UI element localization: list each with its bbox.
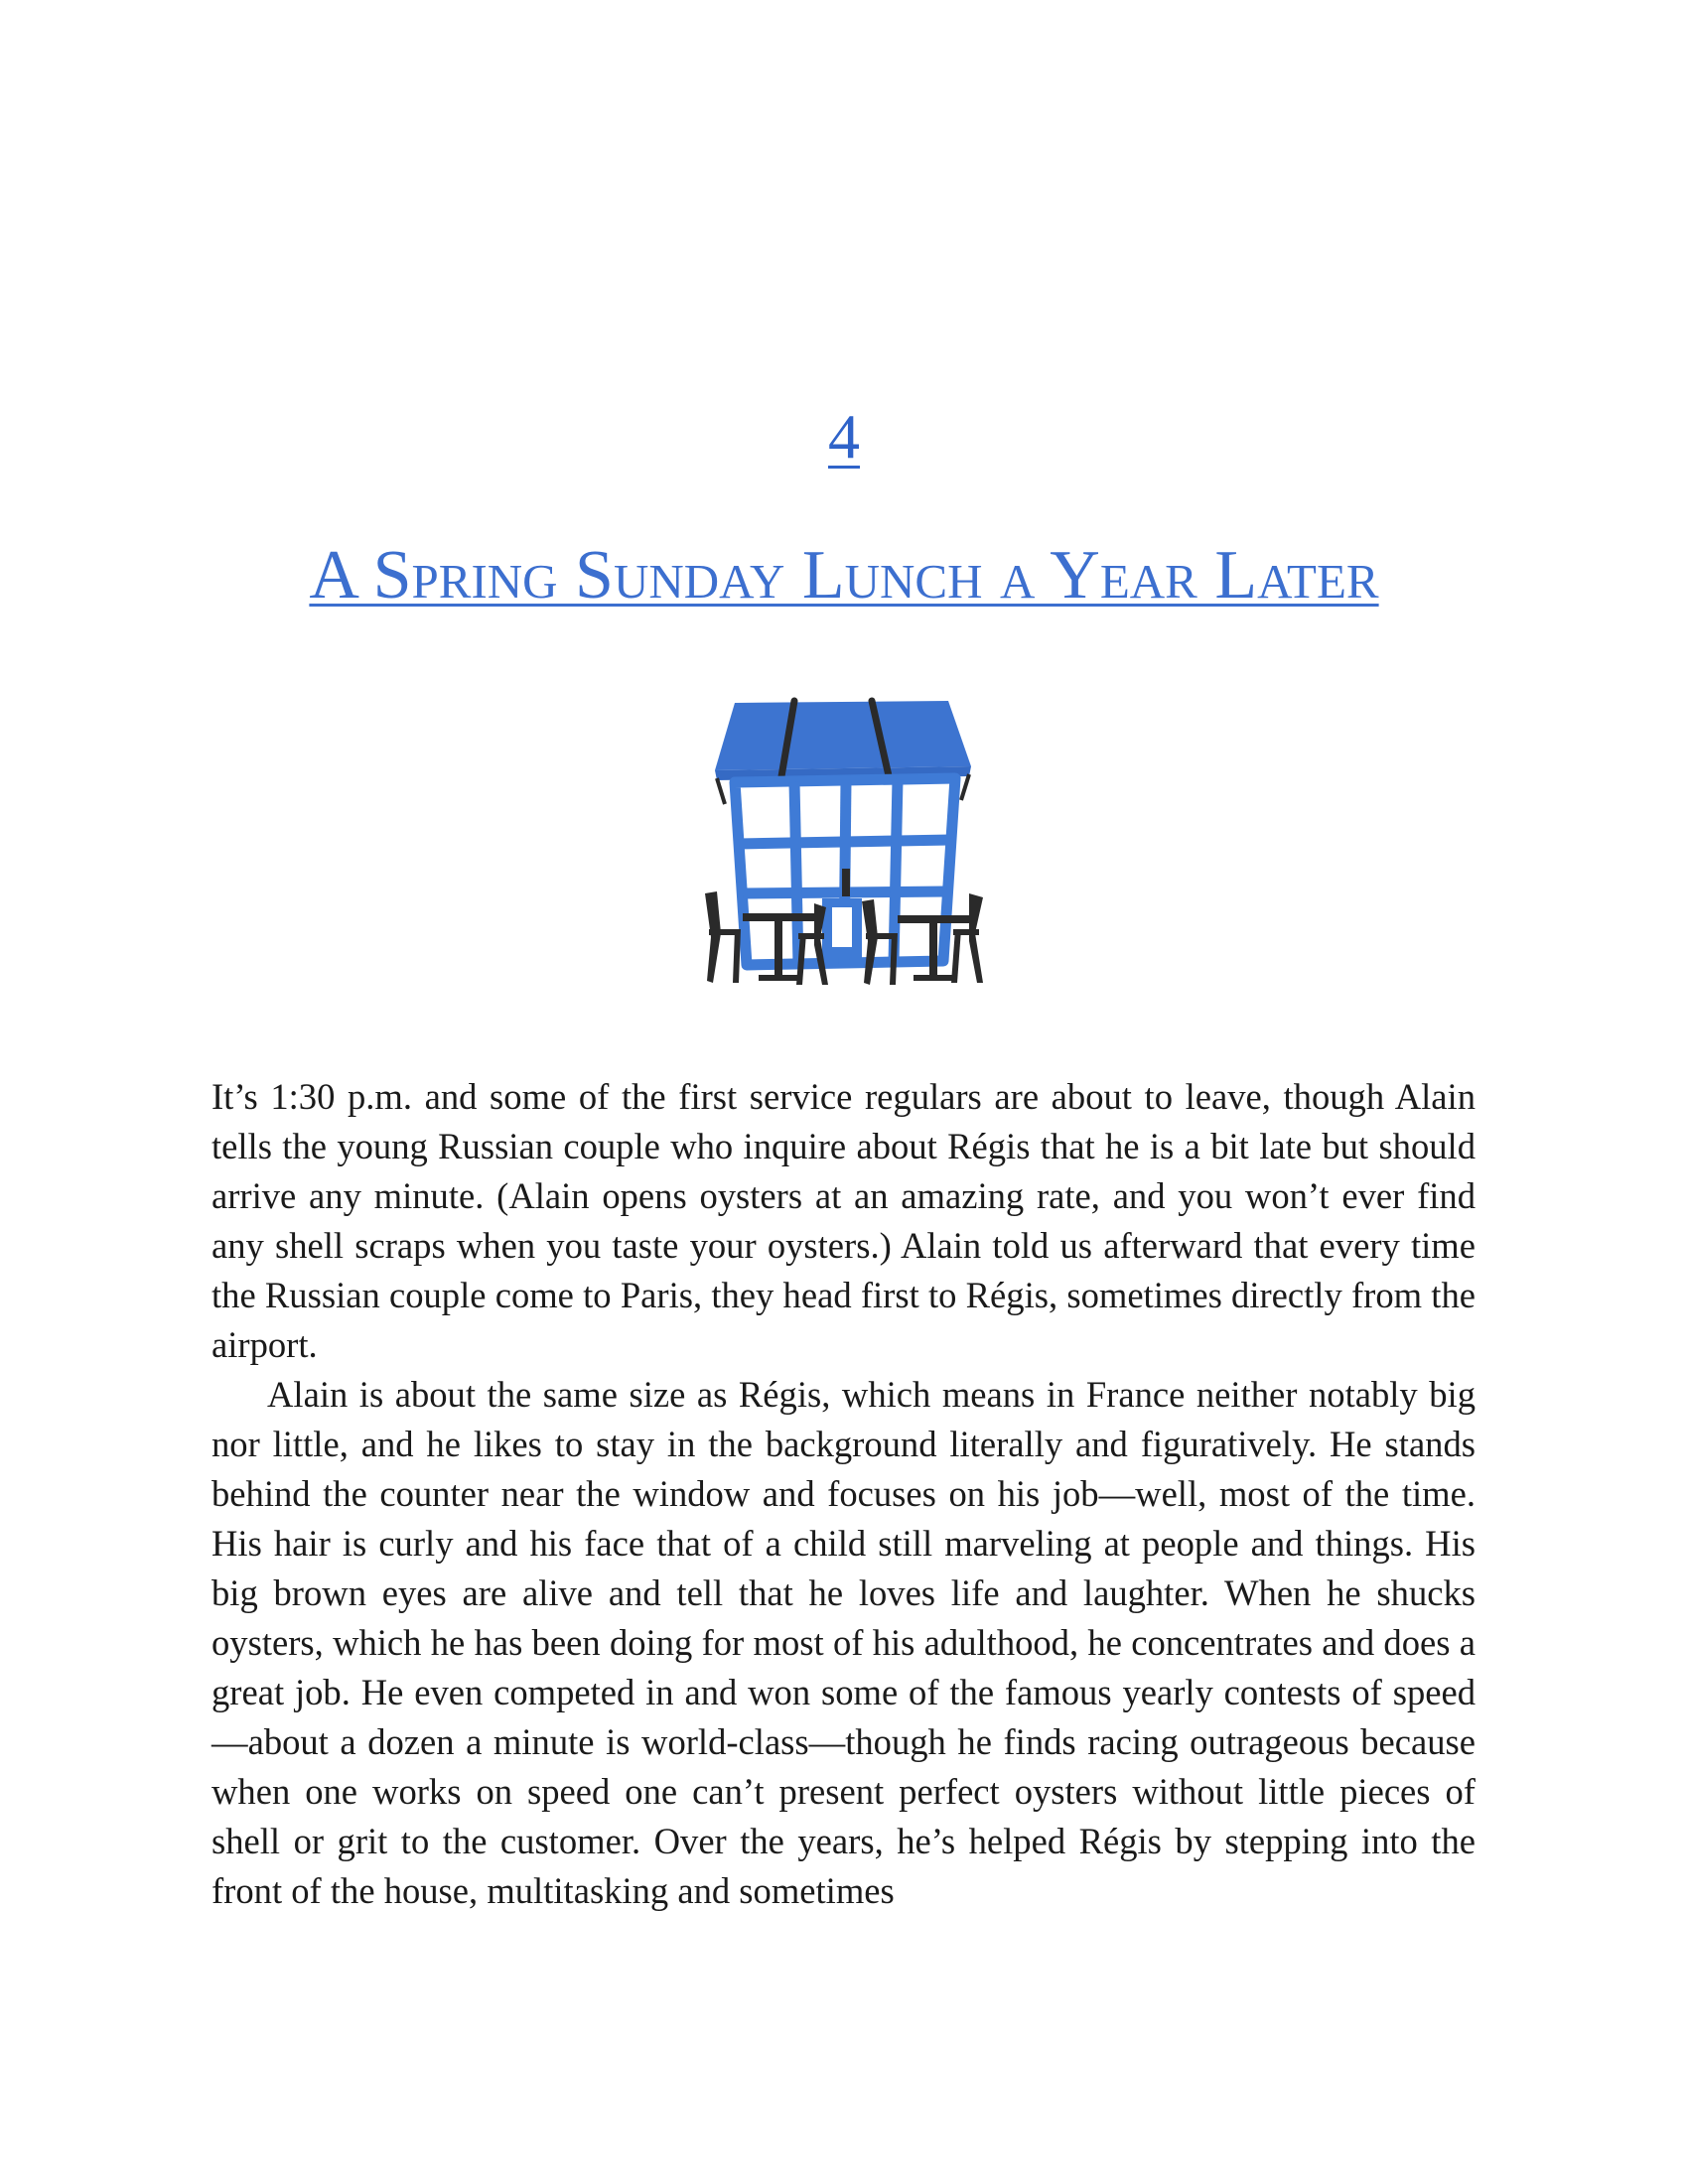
paragraph: Alain is about the same size as Régis, which means in France neither notably big nor little, and he likes to stay in the background literally and figuratively. He stands behind the counter near the window and focuses on his job—well, most of the time. His hair is curly and his face that of a child still marveling at people and things. His big brown eyes are alive and tell that he loves life and laughter. When he shucks oysters, which he has been doing for most of his adulthood, he concentrates and does a great job. He even competed in and won some of the famous yearly contests of speed—about a dozen a minute is world-class—though he finds racing outrageous because when one works on speed one can’t present perfect oysters without little pieces of shell or grit to the customer. Over the years, he’s helped Régis by stepping into the front of the house, multitasking and sometimes [211, 1374, 1476, 1911]
cafe-storefront-icon [695, 695, 993, 988]
paragraph: It’s 1:30 p.m. and some of the first service regulars are about to leave, though Alain tells the young Russian couple who inquire about Régis that he is a bit late but should arrive any minute. (Alain opens oysters at an amazing rate, and you won’t ever find any shell scraps when you taste your oysters.) Alain told us afterward that every time the Russian couple come to Paris, they head first to Régis, sometimes directly from the airport. [211, 1076, 1476, 1365]
chapter-body [211, 1072, 1476, 1916]
chapter-title-link[interactable]: A Spring Sunday Lunch a Year Later [309, 537, 1379, 614]
chapter-number-link[interactable]: 4 [828, 401, 860, 472]
